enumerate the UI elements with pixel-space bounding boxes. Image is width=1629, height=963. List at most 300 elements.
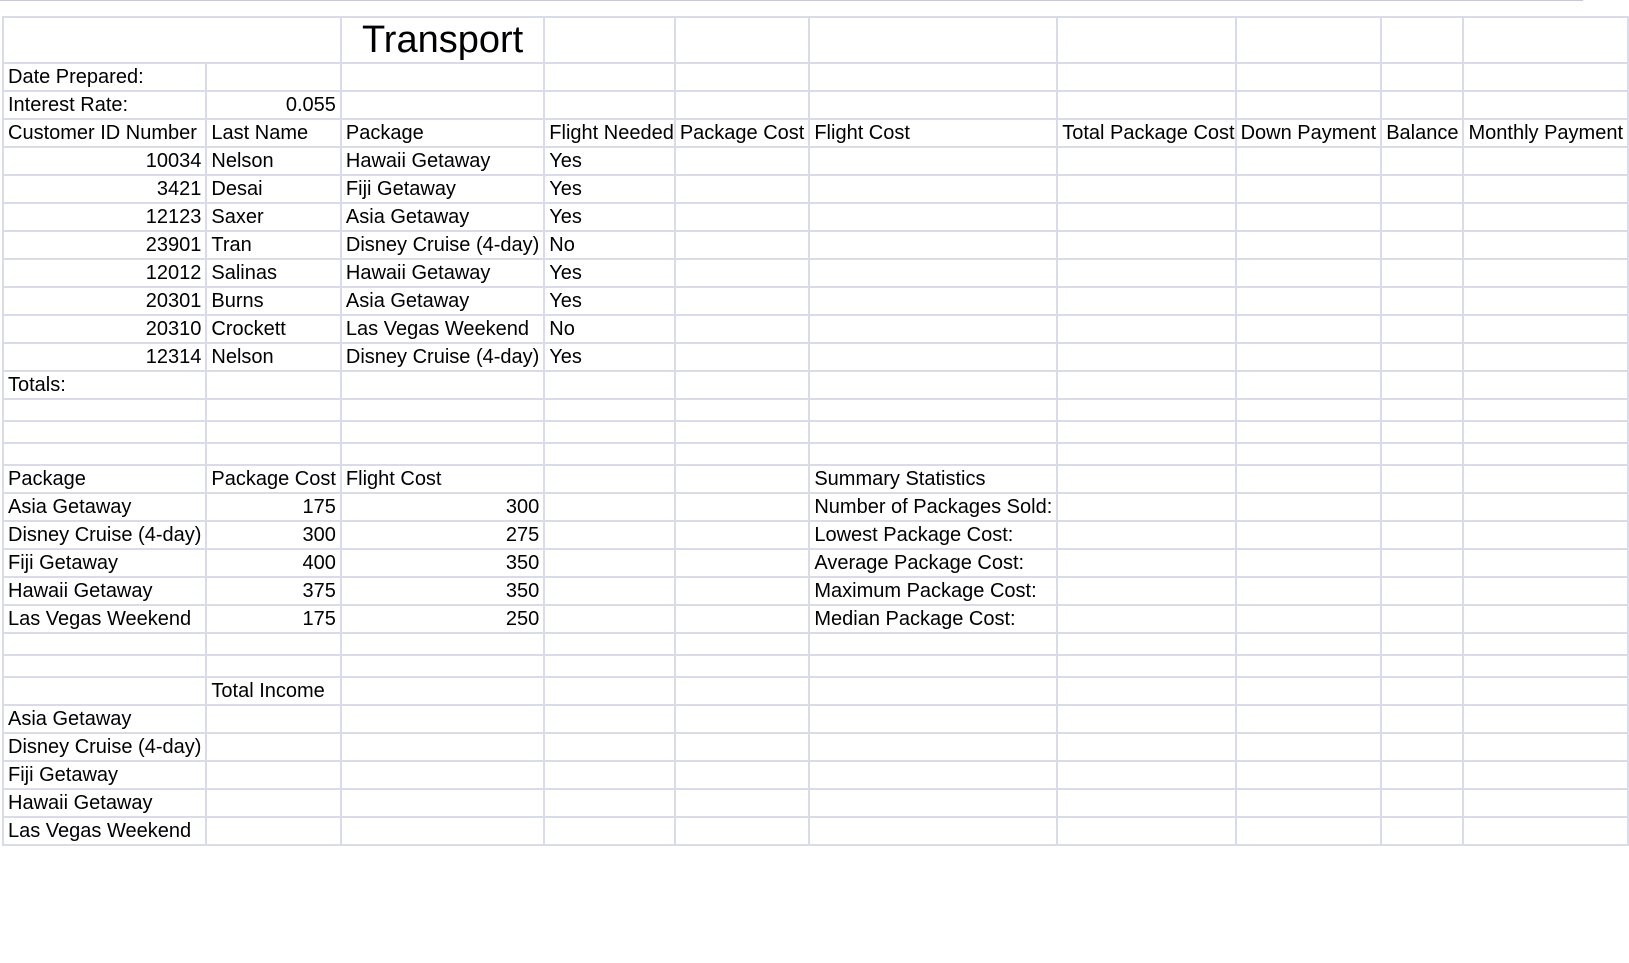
lookup-header-flight-cost[interactable]: Flight Cost: [341, 465, 544, 493]
cell[interactable]: [809, 175, 1057, 203]
header-customer-id[interactable]: Customer ID Number: [3, 119, 206, 147]
cell[interactable]: [1463, 203, 1628, 231]
cell[interactable]: [1057, 175, 1235, 203]
cell[interactable]: [1057, 817, 1235, 845]
cell[interactable]: [1463, 315, 1628, 343]
cell[interactable]: [1236, 343, 1382, 371]
interest-rate-value[interactable]: 0.055: [206, 91, 341, 119]
cell[interactable]: [3, 17, 341, 63]
cell[interactable]: [1057, 343, 1235, 371]
cell[interactable]: [544, 789, 675, 817]
income-package[interactable]: Las Vegas Weekend: [3, 817, 206, 845]
cell[interactable]: [1236, 203, 1382, 231]
cell[interactable]: [1236, 175, 1382, 203]
cell[interactable]: [675, 577, 810, 605]
cell[interactable]: [3, 655, 206, 677]
cell[interactable]: [675, 231, 810, 259]
cell[interactable]: [544, 91, 675, 119]
cell[interactable]: [675, 633, 810, 655]
cell[interactable]: [675, 549, 810, 577]
cell[interactable]: [544, 493, 675, 521]
cell[interactable]: [809, 655, 1057, 677]
cell[interactable]: [1463, 761, 1628, 789]
cell[interactable]: [1236, 315, 1382, 343]
cell[interactable]: [206, 421, 341, 443]
package[interactable]: Disney Cruise (4-day): [341, 231, 544, 259]
cell[interactable]: [544, 677, 675, 705]
cell[interactable]: [1463, 549, 1628, 577]
cell[interactable]: [1057, 605, 1235, 633]
customer-id[interactable]: 12314: [3, 343, 206, 371]
package[interactable]: Disney Cruise (4-day): [341, 343, 544, 371]
last-name[interactable]: Nelson: [206, 147, 341, 175]
cell[interactable]: [675, 493, 810, 521]
cell[interactable]: [675, 259, 810, 287]
cell[interactable]: [1057, 577, 1235, 605]
header-flight-cost[interactable]: Flight Cost: [809, 119, 1057, 147]
cell[interactable]: [206, 655, 341, 677]
cell[interactable]: [341, 63, 544, 91]
cell[interactable]: [809, 17, 1057, 63]
cell[interactable]: [1057, 399, 1235, 421]
cell[interactable]: [1381, 147, 1463, 175]
income-value[interactable]: [206, 761, 341, 789]
customer-id[interactable]: 12012: [3, 259, 206, 287]
lookup-package-cost[interactable]: 375: [206, 577, 341, 605]
cell[interactable]: [1057, 465, 1235, 493]
cell[interactable]: [1463, 443, 1628, 465]
cell[interactable]: [544, 577, 675, 605]
cell[interactable]: [675, 17, 810, 63]
flight-needed[interactable]: Yes: [544, 259, 675, 287]
package[interactable]: Fiji Getaway: [341, 175, 544, 203]
cell[interactable]: [544, 63, 675, 91]
cell[interactable]: [1236, 493, 1382, 521]
cell[interactable]: [1381, 203, 1463, 231]
cell[interactable]: [341, 761, 544, 789]
lookup-flight-cost[interactable]: 350: [341, 577, 544, 605]
cell[interactable]: [1463, 605, 1628, 633]
cell[interactable]: [809, 421, 1057, 443]
cell[interactable]: [1381, 761, 1463, 789]
cell[interactable]: [675, 287, 810, 315]
cell[interactable]: [1463, 231, 1628, 259]
cell[interactable]: [544, 399, 675, 421]
cell[interactable]: [1381, 549, 1463, 577]
cell[interactable]: [1381, 259, 1463, 287]
lookup-package-cost[interactable]: 300: [206, 521, 341, 549]
cell[interactable]: [1463, 577, 1628, 605]
cell[interactable]: [675, 789, 810, 817]
cell[interactable]: [3, 633, 206, 655]
flight-needed[interactable]: Yes: [544, 343, 675, 371]
cell[interactable]: [1057, 493, 1235, 521]
cell[interactable]: [1236, 371, 1382, 399]
cell[interactable]: [1236, 421, 1382, 443]
lookup-flight-cost[interactable]: 250: [341, 605, 544, 633]
sheet-title[interactable]: Transport: [341, 17, 544, 63]
lookup-package-cost[interactable]: 175: [206, 605, 341, 633]
cell[interactable]: [1057, 259, 1235, 287]
summary-item[interactable]: [809, 577, 1057, 605]
cell[interactable]: [675, 203, 810, 231]
cell[interactable]: [1236, 399, 1382, 421]
cell[interactable]: [341, 677, 544, 705]
income-package[interactable]: Disney Cruise (4-day): [3, 733, 206, 761]
cell[interactable]: [1236, 443, 1382, 465]
cell[interactable]: [675, 733, 810, 761]
cell[interactable]: [1463, 175, 1628, 203]
cell[interactable]: [675, 677, 810, 705]
cell[interactable]: [675, 63, 810, 91]
cell[interactable]: [1381, 521, 1463, 549]
cell[interactable]: [809, 343, 1057, 371]
cell[interactable]: [206, 633, 341, 655]
cell[interactable]: [1463, 421, 1628, 443]
cell[interactable]: [1057, 371, 1235, 399]
cell[interactable]: [544, 817, 675, 845]
cell[interactable]: [544, 17, 675, 63]
cell[interactable]: [675, 315, 810, 343]
date-prepared-label[interactable]: Date Prepared:: [3, 63, 206, 91]
last-name[interactable]: Desai: [206, 175, 341, 203]
customer-id[interactable]: 20310: [3, 315, 206, 343]
cell[interactable]: [1463, 521, 1628, 549]
cell[interactable]: [1236, 287, 1382, 315]
cell[interactable]: [341, 371, 544, 399]
cell[interactable]: [341, 443, 544, 465]
cell[interactable]: [544, 465, 675, 493]
summary-item[interactable]: [809, 521, 1057, 549]
header-balance[interactable]: Balance: [1381, 119, 1463, 147]
cell[interactable]: [675, 521, 810, 549]
summary-item[interactable]: [809, 493, 1057, 521]
cell[interactable]: [1057, 17, 1235, 63]
cell[interactable]: [1236, 63, 1382, 91]
cell[interactable]: [544, 733, 675, 761]
cell[interactable]: [1381, 287, 1463, 315]
cell[interactable]: [675, 655, 810, 677]
flight-needed[interactable]: Yes: [544, 175, 675, 203]
cell[interactable]: [1057, 521, 1235, 549]
lookup-package[interactable]: Asia Getaway: [3, 493, 206, 521]
cell[interactable]: [1236, 789, 1382, 817]
cell[interactable]: [675, 705, 810, 733]
flight-needed[interactable]: Yes: [544, 203, 675, 231]
cell[interactable]: [1236, 817, 1382, 845]
cell[interactable]: [809, 147, 1057, 175]
cell[interactable]: [1057, 789, 1235, 817]
cell[interactable]: [675, 147, 810, 175]
cell[interactable]: [1236, 761, 1382, 789]
header-package[interactable]: Package: [341, 119, 544, 147]
cell[interactable]: [341, 633, 544, 655]
cell[interactable]: [809, 63, 1057, 91]
cell[interactable]: [1381, 371, 1463, 399]
cell[interactable]: [809, 231, 1057, 259]
cell[interactable]: [809, 259, 1057, 287]
cell[interactable]: [1463, 259, 1628, 287]
cell[interactable]: [544, 421, 675, 443]
customer-id[interactable]: 23901: [3, 231, 206, 259]
cell[interactable]: [1463, 465, 1628, 493]
cell[interactable]: [1236, 655, 1382, 677]
last-name[interactable]: Salinas: [206, 259, 341, 287]
cell[interactable]: [1236, 605, 1382, 633]
flight-needed[interactable]: Yes: [544, 287, 675, 315]
flight-needed[interactable]: No: [544, 315, 675, 343]
income-value[interactable]: [206, 705, 341, 733]
cell[interactable]: [1057, 203, 1235, 231]
cell[interactable]: [1463, 655, 1628, 677]
cell[interactable]: [1463, 399, 1628, 421]
cell[interactable]: [809, 443, 1057, 465]
customer-id[interactable]: 3421: [3, 175, 206, 203]
cell[interactable]: [1057, 705, 1235, 733]
header-flight-needed[interactable]: Flight Needed: [544, 119, 675, 147]
cell[interactable]: [1236, 633, 1382, 655]
cell[interactable]: [1381, 705, 1463, 733]
lookup-header-package[interactable]: Package: [3, 465, 206, 493]
cell[interactable]: [1057, 315, 1235, 343]
lookup-package[interactable]: Hawaii Getaway: [3, 577, 206, 605]
summary-title[interactable]: [809, 465, 1057, 493]
cell[interactable]: [809, 287, 1057, 315]
cell[interactable]: [1057, 443, 1235, 465]
cell[interactable]: [1236, 465, 1382, 493]
cell[interactable]: [809, 91, 1057, 119]
cell[interactable]: [1463, 91, 1628, 119]
cell[interactable]: [1463, 17, 1628, 63]
cell[interactable]: [675, 371, 810, 399]
cell[interactable]: [206, 371, 341, 399]
lookup-package-cost[interactable]: 175: [206, 493, 341, 521]
cell[interactable]: [1381, 17, 1463, 63]
income-package[interactable]: Asia Getaway: [3, 705, 206, 733]
cell[interactable]: [3, 399, 206, 421]
cell[interactable]: [675, 175, 810, 203]
cell[interactable]: [544, 605, 675, 633]
cell[interactable]: [1381, 733, 1463, 761]
cell[interactable]: [1463, 371, 1628, 399]
cell[interactable]: [1381, 231, 1463, 259]
income-package[interactable]: Fiji Getaway: [3, 761, 206, 789]
cell[interactable]: [544, 655, 675, 677]
cell[interactable]: [1463, 817, 1628, 845]
cell[interactable]: [1381, 465, 1463, 493]
cell[interactable]: [341, 399, 544, 421]
last-name[interactable]: Saxer: [206, 203, 341, 231]
header-down-payment[interactable]: Down Payment: [1236, 119, 1382, 147]
cell[interactable]: [675, 343, 810, 371]
cell[interactable]: [675, 761, 810, 789]
header-last-name[interactable]: Last Name: [206, 119, 341, 147]
cell[interactable]: [1463, 733, 1628, 761]
cell[interactable]: [1463, 493, 1628, 521]
cell[interactable]: [1463, 677, 1628, 705]
cell[interactable]: [675, 399, 810, 421]
cell[interactable]: [1057, 549, 1235, 577]
cell[interactable]: [1057, 63, 1235, 91]
cell[interactable]: [1236, 577, 1382, 605]
lookup-package-cost[interactable]: 400: [206, 549, 341, 577]
cell[interactable]: [1381, 655, 1463, 677]
cell[interactable]: [341, 91, 544, 119]
flight-needed[interactable]: No: [544, 231, 675, 259]
cell[interactable]: [1236, 521, 1382, 549]
income-package[interactable]: Hawaii Getaway: [3, 789, 206, 817]
cell[interactable]: [341, 655, 544, 677]
cell[interactable]: [1381, 315, 1463, 343]
date-prepared-value[interactable]: [206, 63, 341, 91]
cell[interactable]: [1463, 63, 1628, 91]
customer-id[interactable]: 12123: [3, 203, 206, 231]
cell[interactable]: [544, 521, 675, 549]
cell[interactable]: [1057, 147, 1235, 175]
cell[interactable]: [544, 443, 675, 465]
cell[interactable]: [1381, 493, 1463, 521]
customer-id[interactable]: 10034: [3, 147, 206, 175]
cell[interactable]: [1381, 91, 1463, 119]
cell[interactable]: [1463, 287, 1628, 315]
cell[interactable]: [544, 371, 675, 399]
customer-id[interactable]: 20301: [3, 287, 206, 315]
cell[interactable]: [1381, 421, 1463, 443]
cell[interactable]: [206, 443, 341, 465]
cell[interactable]: [341, 705, 544, 733]
package[interactable]: Hawaii Getaway: [341, 259, 544, 287]
cell[interactable]: [1236, 17, 1382, 63]
summary-item[interactable]: [809, 549, 1057, 577]
cell[interactable]: [1381, 789, 1463, 817]
summary-item[interactable]: [809, 605, 1057, 633]
cell[interactable]: [1381, 677, 1463, 705]
income-value[interactable]: [206, 789, 341, 817]
cell[interactable]: [341, 733, 544, 761]
cell[interactable]: [3, 421, 206, 443]
cell[interactable]: [1057, 231, 1235, 259]
cell[interactable]: [1057, 287, 1235, 315]
cell[interactable]: [809, 761, 1057, 789]
cell[interactable]: [1236, 91, 1382, 119]
last-name[interactable]: Burns: [206, 287, 341, 315]
package[interactable]: Hawaii Getaway: [341, 147, 544, 175]
cell[interactable]: [1381, 443, 1463, 465]
cell[interactable]: [544, 633, 675, 655]
interest-rate-label[interactable]: Interest Rate:: [3, 91, 206, 119]
cell[interactable]: [809, 315, 1057, 343]
cell[interactable]: [1057, 91, 1235, 119]
cell[interactable]: [1236, 549, 1382, 577]
lookup-package[interactable]: Disney Cruise (4-day): [3, 521, 206, 549]
cell[interactable]: [1463, 705, 1628, 733]
cell[interactable]: [809, 817, 1057, 845]
income-value[interactable]: [206, 733, 341, 761]
lookup-package[interactable]: Las Vegas Weekend: [3, 605, 206, 633]
last-name[interactable]: Crockett: [206, 315, 341, 343]
cell[interactable]: [1381, 63, 1463, 91]
flight-needed[interactable]: Yes: [544, 147, 675, 175]
package[interactable]: Las Vegas Weekend: [341, 315, 544, 343]
cell[interactable]: [1463, 633, 1628, 655]
total-income-header[interactable]: Total Income: [206, 677, 341, 705]
lookup-flight-cost[interactable]: 350: [341, 549, 544, 577]
cell[interactable]: [1381, 817, 1463, 845]
cell[interactable]: [544, 549, 675, 577]
cell[interactable]: [1463, 789, 1628, 817]
cell[interactable]: [809, 705, 1057, 733]
cell[interactable]: [1236, 677, 1382, 705]
cell[interactable]: [1381, 175, 1463, 203]
header-package-cost[interactable]: Package Cost: [675, 119, 810, 147]
cell[interactable]: [1381, 343, 1463, 371]
header-monthly-payment[interactable]: Monthly Payment: [1463, 119, 1628, 147]
cell[interactable]: [675, 443, 810, 465]
cell[interactable]: [675, 91, 810, 119]
cell[interactable]: [1057, 421, 1235, 443]
cell[interactable]: [3, 677, 206, 705]
cell[interactable]: [1236, 259, 1382, 287]
cell[interactable]: [341, 421, 544, 443]
table-row: [3, 605, 1628, 633]
package[interactable]: Asia Getaway: [341, 287, 544, 315]
package[interactable]: Asia Getaway: [341, 203, 544, 231]
cell[interactable]: [341, 789, 544, 817]
lookup-flight-cost[interactable]: 275: [341, 521, 544, 549]
cell[interactable]: [1236, 733, 1382, 761]
cell[interactable]: [809, 633, 1057, 655]
cell[interactable]: [206, 399, 341, 421]
cell[interactable]: [809, 733, 1057, 761]
last-name[interactable]: Tran: [206, 231, 341, 259]
cell[interactable]: [675, 817, 810, 845]
cell[interactable]: [544, 705, 675, 733]
cell[interactable]: [1057, 761, 1235, 789]
cell[interactable]: [1463, 147, 1628, 175]
cell[interactable]: [1381, 605, 1463, 633]
income-value[interactable]: [206, 817, 341, 845]
cell[interactable]: [675, 421, 810, 443]
cell[interactable]: [1236, 147, 1382, 175]
cell[interactable]: [341, 817, 544, 845]
cell[interactable]: [809, 677, 1057, 705]
cell[interactable]: [1381, 577, 1463, 605]
cell[interactable]: [809, 371, 1057, 399]
lookup-package[interactable]: Fiji Getaway: [3, 549, 206, 577]
cell[interactable]: [1057, 633, 1235, 655]
cell[interactable]: [1381, 633, 1463, 655]
cell[interactable]: [1463, 343, 1628, 371]
cell[interactable]: [675, 465, 810, 493]
lookup-flight-cost[interactable]: 300: [341, 493, 544, 521]
cell[interactable]: [809, 789, 1057, 817]
cell[interactable]: [1057, 733, 1235, 761]
totals-label[interactable]: Totals:: [3, 371, 206, 399]
last-name[interactable]: Nelson: [206, 343, 341, 371]
cell[interactable]: [809, 399, 1057, 421]
cell[interactable]: [3, 443, 206, 465]
cell[interactable]: [1057, 677, 1235, 705]
cell[interactable]: [1381, 399, 1463, 421]
cell[interactable]: [1057, 655, 1235, 677]
lookup-header-package-cost[interactable]: Package Cost: [206, 465, 341, 493]
cell[interactable]: [675, 605, 810, 633]
cell[interactable]: [544, 761, 675, 789]
header-total-package[interactable]: Total Package Cost: [1057, 119, 1235, 147]
cell[interactable]: [1236, 705, 1382, 733]
cell[interactable]: [809, 203, 1057, 231]
cell[interactable]: [1236, 231, 1382, 259]
